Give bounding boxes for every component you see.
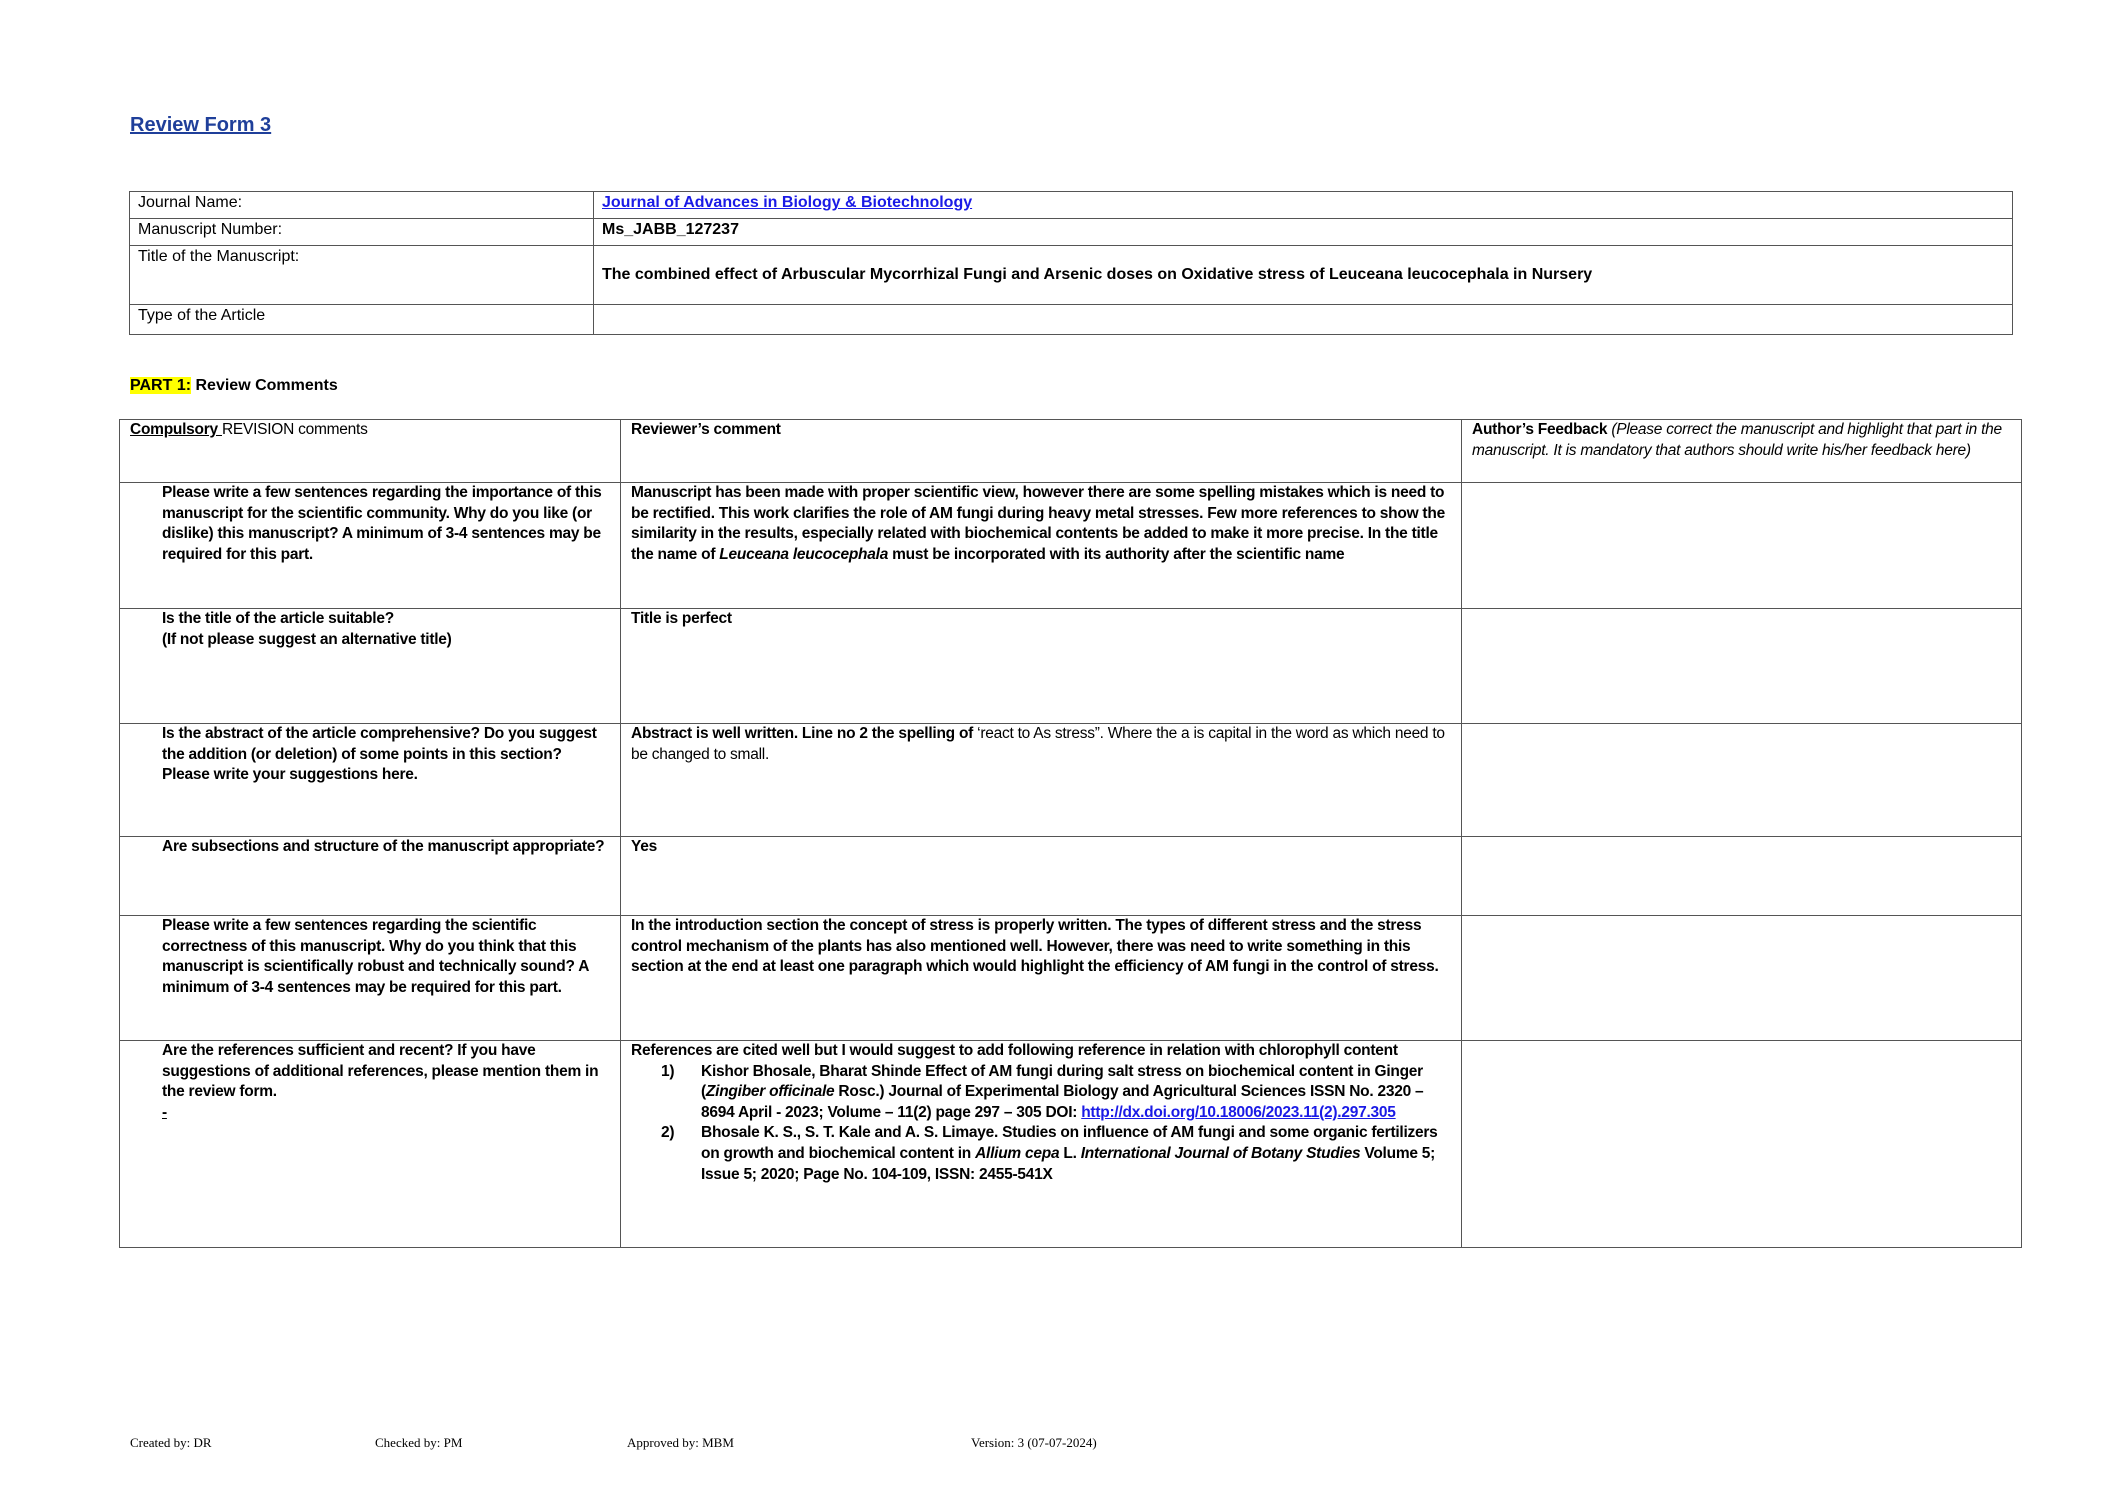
article-type-label: Type of the Article <box>130 305 594 335</box>
author-feedback-cell[interactable] <box>1462 916 2022 1041</box>
table-row <box>120 1041 2022 1248</box>
manuscript-number: Ms_JABB_127237 <box>594 219 2013 246</box>
author-feedback-cell[interactable] <box>1462 483 2022 609</box>
species-name: Leuceana leucocephala <box>719 545 889 563</box>
question <box>120 609 621 724</box>
reference-number: 2) <box>661 1124 675 1142</box>
reviewer-comment: Title is perfect <box>621 609 1462 724</box>
reference-number: 1) <box>661 1062 675 1080</box>
question: Is the abstract of the article comprehensive? Do you suggest the addition (or deletion) of some points in this section? Please write your suggestions here. <box>120 724 621 837</box>
journal-label: Journal Name: <box>130 192 594 219</box>
reference-journal: International Journal of Botany Studies <box>1080 1144 1361 1162</box>
reviewer-comment <box>621 483 1462 609</box>
reference-item <box>661 1123 1453 1185</box>
part-1-label: Review Comments <box>191 377 338 394</box>
question-line: Is the title of the article suitable? <box>162 610 394 627</box>
reference-text: Volume 5; Issue 5; 2020; Page No. 104-109, ISSN: 2455-541X <box>701 1144 1436 1183</box>
compulsory-label: Compulsory <box>130 421 222 438</box>
reference-list <box>631 1062 1453 1186</box>
table-row <box>120 724 2022 837</box>
manuscript-info-table <box>129 191 2013 335</box>
question-text: Are the references sufficient and recent? If you have suggestions of additional references, please mention them in the review form. <box>162 1042 599 1101</box>
reference-item <box>661 1062 1453 1124</box>
reference-text: Rosc.) Journal of Experimental Biology and Agricultural Sciences ISSN No. 2320 – 8694 April - 2023; Volume – 11(2) page 297 – 305 DOI: <box>701 1083 1424 1121</box>
question <box>120 1041 621 1248</box>
journal-link[interactable]: Journal of Advances in Biology & Biotechnology <box>602 194 973 211</box>
footer-version: Version: 3 (07-07-2024) <box>971 1435 1097 1450</box>
footer-checked-by: Checked by: PM <box>375 1435 463 1450</box>
reference-species: Zingiber officinale <box>705 1083 835 1101</box>
comment-text: Manuscript has been made with proper scientific view, however there are some spelling mistakes which is need to be rectified. This work clarifies the role of AM fungi during heavy metal stresses. Few more references to show the similarity in the results, especially related with biochemical contents be added to make it more precise. In the title the name of <box>631 484 1445 563</box>
reviewer-comment: Yes <box>621 837 1462 916</box>
footer-created-by: Created by: DR <box>130 1435 212 1450</box>
comment-text: References are cited well but I would suggest to add following reference in relation with chlorophyll content <box>631 1042 1398 1059</box>
question-line: (If not please suggest an alternative title) <box>162 630 452 648</box>
header-compulsory <box>120 420 621 483</box>
manuscript-title-label: Title of the Manuscript: <box>130 246 594 305</box>
form-title: Review Form 3 <box>130 114 272 136</box>
manuscript-number-label: Manuscript Number: <box>130 219 594 246</box>
review-comments-table <box>119 419 2022 1248</box>
comment-text: Abstract is well written. Line no 2 the spelling of <box>631 725 978 742</box>
reference-text: Bhosale K. S., S. T. Kale and A. S. Limaye. Studies on influence of AM fungi and some organic fertilizers on growth and biochemical content in <box>701 1124 1438 1162</box>
header-reviewer-comment: Reviewer’s comment <box>621 420 1462 483</box>
header-author-feedback <box>1462 420 2022 483</box>
reference-species: Allium cepa <box>975 1144 1060 1162</box>
author-feedback-cell[interactable] <box>1462 837 2022 916</box>
author-feedback-label: Author’s Feedback <box>1472 421 1608 438</box>
manuscript-title: The combined effect of Arbuscular Mycorrhizal Fungi and Arsenic doses on Oxidative stress of Leuceana leucocephala in Nursery <box>594 246 2013 305</box>
question: Are subsections and structure of the manuscript appropriate? <box>120 837 621 916</box>
question-mark: - <box>162 1103 167 1121</box>
header-row <box>120 420 2022 483</box>
footer-approved-by: Approved by: MBM <box>627 1435 734 1450</box>
article-type-value <box>594 305 2013 335</box>
reviewer-comment <box>621 724 1462 837</box>
reference-text: L. <box>1059 1144 1081 1162</box>
reviewer-comment: In the introduction section the concept of stress is properly written. The types of different stress and the stress control mechanism of the plants has also mentioned well. However, there was need to write something in this section at the end at least one paragraph which would highlight the efficiency of AM fungi in the control of stress. <box>621 916 1462 1041</box>
revision-label: REVISION comments <box>221 421 368 438</box>
comment-text: must be incorporated with its authority after the scientific name <box>888 545 1345 563</box>
author-feedback-cell[interactable] <box>1462 724 2022 837</box>
table-row <box>120 609 2022 724</box>
reference-text: Kishor Bhosale, Bharat Shinde Effect of AM fungi during salt stress on biochemical content in Ginger ( <box>701 1062 1423 1101</box>
part-1-highlight: PART 1: <box>130 377 192 394</box>
question: Please write a few sentences regarding the scientific correctness of this manuscript. Why do you think that this manuscript is scientifically robust and technically sound? A minimum of 3-4 sentences may be required for this part. <box>120 916 621 1041</box>
author-feedback-instructions: (Please correct the manuscript and highlight that part in the manuscript. It is mandatory that authors should write his/her feedback here) <box>1472 421 2002 459</box>
table-row <box>120 483 2022 609</box>
doi-link[interactable]: http://dx.doi.org/10.18006/2023.11(2).297.305 <box>1081 1103 1396 1121</box>
reviewer-comment <box>621 1041 1462 1248</box>
part-1-heading <box>130 377 338 395</box>
comment-text: ‘react to As stress”. Where the a is capital in the word as which need to be changed to small. <box>631 725 1445 763</box>
table-row <box>120 837 2022 916</box>
author-feedback-cell[interactable] <box>1462 1041 2022 1248</box>
question: Please write a few sentences regarding the importance of this manuscript for the scientific community. Why do you like (or dislike) this manuscript? A minimum of 3-4 sentences may be required for this part. <box>120 483 621 609</box>
author-feedback-cell[interactable] <box>1462 609 2022 724</box>
table-row <box>120 916 2022 1041</box>
